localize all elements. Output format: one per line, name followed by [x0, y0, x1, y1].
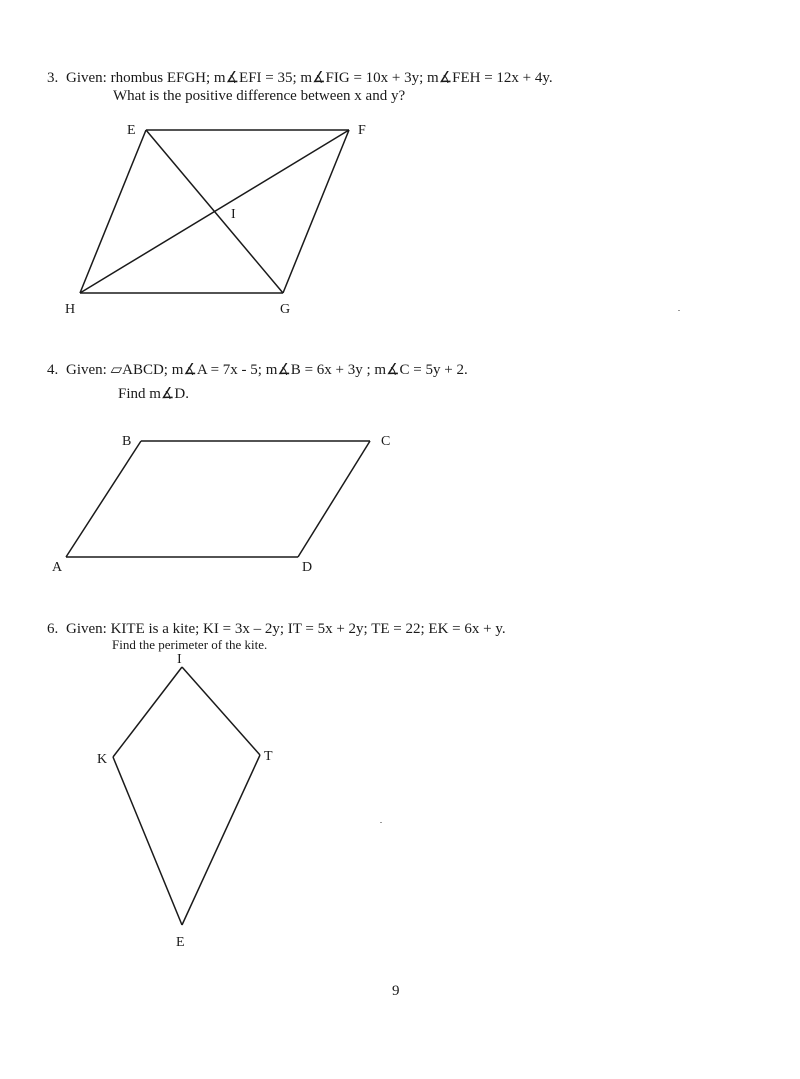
side-ek — [113, 757, 182, 925]
side-fg — [283, 130, 349, 293]
problem-3-given: Given: rhombus EFGH; m∡EFI = 35; m∡FIG = 10x + 3y; m∡FEH = 12x + 4y. — [66, 70, 553, 86]
problem-6-number: 6. — [47, 621, 59, 637]
problem-4-given: Given: ▱ABCD; m∡A = 7x - 5; m∡B = 6x + 3y ; m∡C = 5y + 2. — [66, 362, 468, 378]
side-he — [80, 130, 146, 293]
kite-kite-figure — [113, 667, 260, 925]
label-h-rhombus: H — [65, 302, 76, 317]
label-g-rhombus: G — [280, 302, 291, 317]
diagonal-hf — [80, 130, 349, 293]
label-k: K — [97, 752, 108, 767]
label-b: B — [122, 434, 132, 449]
label-a: A — [52, 560, 63, 575]
label-d: D — [302, 560, 313, 575]
side-ki — [113, 667, 182, 757]
scan-speck — [678, 310, 680, 311]
label-e-kite: E — [176, 935, 185, 950]
problem-4-question: Find m∡D. — [118, 386, 189, 402]
label-f-rhombus: F — [358, 123, 366, 138]
problem-6-given: Given: KITE is a kite; KI = 3x – 2y; IT = 5x + 2y; TE = 22; EK = 6x + y. — [66, 621, 506, 637]
problem-3-question: What is the positive difference between x and y? — [113, 88, 406, 104]
parallelogram-abcd-figure — [66, 441, 370, 557]
label-c: C — [381, 434, 391, 449]
side-ab — [66, 441, 141, 557]
label-e-rhombus: E — [127, 123, 136, 138]
label-i-rhombus: I — [231, 207, 236, 222]
problem-4-number: 4. — [47, 362, 59, 378]
side-cd — [298, 441, 370, 557]
label-i-kite: I — [177, 652, 182, 667]
scan-speck — [380, 822, 382, 823]
label-t: T — [264, 749, 273, 764]
page-number: 9 — [392, 983, 400, 999]
side-te — [182, 755, 260, 925]
problem-3-number: 3. — [47, 70, 59, 86]
rhombus-efgh-figure — [80, 130, 349, 293]
side-it — [182, 667, 260, 755]
problem-6-question: Find the perimeter of the kite. — [112, 637, 268, 652]
